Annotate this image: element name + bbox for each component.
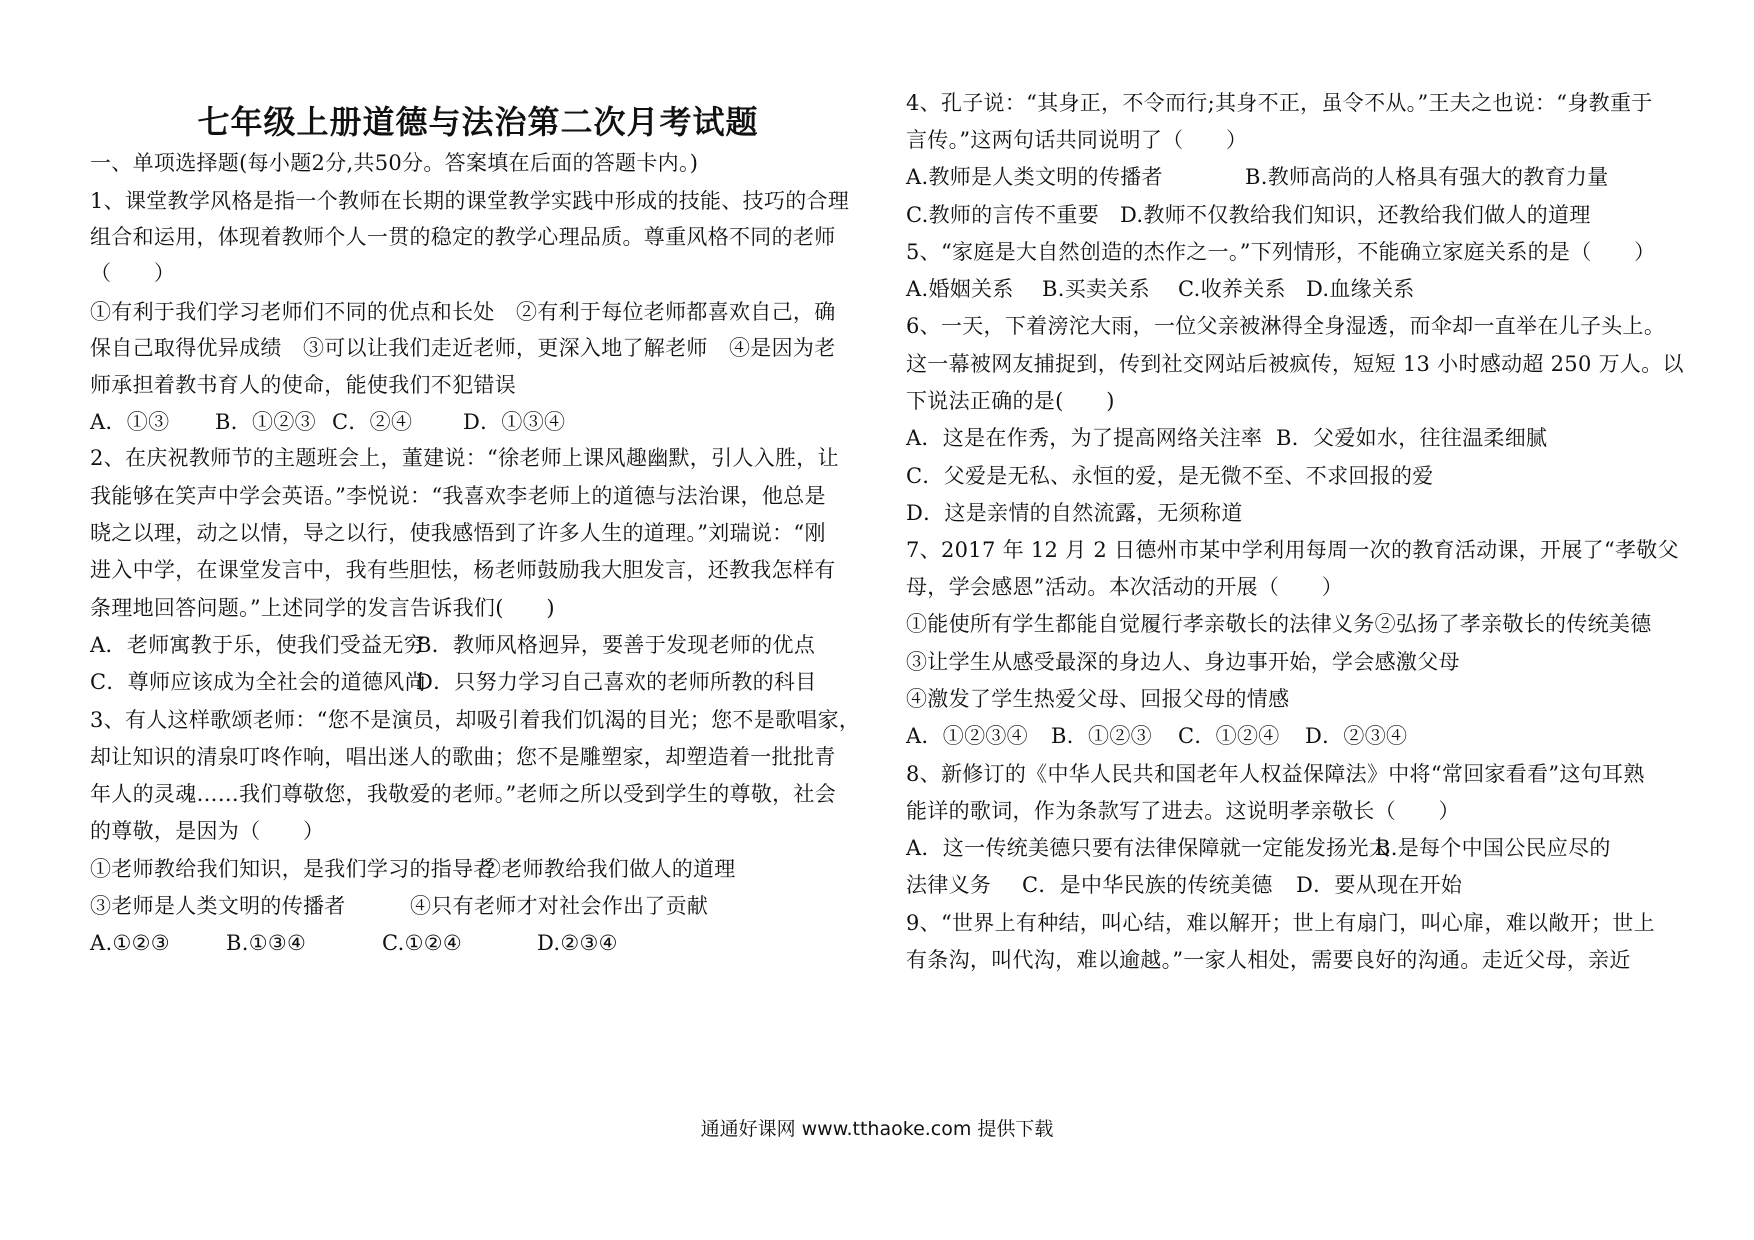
question-text-line: 4、孔子说：“其身正，不令而行;其身不正，虽令不从。”王夫之也说：“身教重于 — [906, 91, 1653, 115]
option-b: B．父爱如水，往往温柔细腻 — [1276, 426, 1548, 450]
option-b: B．教师风格迥异，要善于发现老师的优点 — [416, 633, 816, 657]
question-text-line: 言传。”这两句话共同说明了（ ） — [906, 128, 1248, 152]
option-c: C.收养关系 — [1178, 277, 1286, 301]
section-header: 一、单项选择题(每小题2分,共50分。答案填在后面的答题卡内。) — [90, 151, 699, 175]
option-b: B.买卖关系 — [1042, 277, 1150, 301]
option-c: C．①②④ — [1178, 724, 1280, 748]
question-text-line: 下说法正确的是( ) — [906, 389, 1115, 413]
question-text-line: ①能使所有学生都能自觉履行孝亲敬长的法律义务②弘扬了孝亲敬长的传统美德 — [906, 612, 1652, 636]
question-text-line: 进入中学，在课堂发言中，我有些胆怯，杨老师鼓励我大胆发言，还教我怎样有 — [90, 558, 836, 582]
option-d: D．这是亲情的自然流露，无须称道 — [906, 501, 1243, 525]
option-b: B.教师高尚的人格具有强大的教育力量 — [1245, 165, 1609, 189]
option-a: A．这是在作秀，为了提高网络关注率 — [906, 426, 1263, 450]
option-c: C．②④ — [332, 410, 413, 434]
option-a: A．这一传统美德只要有法律保障就一定能发扬光大 — [906, 836, 1391, 860]
option-a: A．①②③④ — [906, 724, 1028, 748]
footer-credit: 通通好课网 www.tthaoke.com 提供下载 — [700, 1118, 1054, 1140]
option-a: A.教师是人类文明的传播者 — [906, 165, 1163, 189]
question-text-line: 这一幕被网友捕捉到，传到社交网站后被疯传，短短 13 小时感动超 250 万人。以 — [906, 352, 1684, 376]
question-text-line: 有条沟，叫代沟，难以逾越。”一家人相处，需要良好的沟通。走近父母，亲近 — [906, 948, 1631, 972]
option-c: C.教师的言传不重要 — [906, 203, 1099, 227]
question-text-line: 2、在庆祝教师节的主题班会上，董建说：“徐老师上课风趣幽默，引人入胜，让 — [90, 446, 839, 470]
option-a: A．老师寓教于乐，使我们受益无穷 — [90, 633, 425, 657]
question-text-line: 师承担着教书育人的使命，能使我们不犯错误 — [90, 373, 516, 397]
question-text-line: 9、“世界上有种结，叫心结，难以解开；世上有扇门，叫心扉，难以敞开；世上 — [906, 911, 1655, 935]
question-text-line: 保自己取得优异成绩 ③可以让我们走近老师，更深入地了解老师 ④是因为老 — [90, 336, 836, 360]
option-b: B．①②③ — [1051, 724, 1152, 748]
page-title: 七年级上册道德与法治第二次月考试题 — [197, 103, 759, 141]
option-a: A．①③ — [90, 410, 170, 434]
question-text-line: ④激发了学生热爱父母、回报父母的情感 — [906, 687, 1290, 711]
option-b: B.①③④ — [226, 931, 307, 955]
option-c: C.①②④ — [382, 931, 462, 955]
option-c: C．是中华民族的传统美德 — [1022, 873, 1273, 897]
question-text-line: 8、新修订的《中华人民共和国老年人权益保障法》中将“常回家看看”这句耳熟 — [906, 762, 1645, 786]
statement-4: ④只有老师才对社会作出了贡献 — [410, 894, 709, 918]
question-text-line: 晓之以理，动之以情，导之以行，使我感悟到了许多人生的道理。”刘瑞说：“刚 — [90, 521, 826, 545]
option-d: D．①③④ — [463, 410, 566, 434]
option-d: D．②③④ — [1305, 724, 1408, 748]
question-text-line: 组合和运用，体现着教师个人一贯的稳定的教学心理品质。尊重风格不同的老师 — [90, 225, 836, 249]
question-text-line: ①有利于我们学习老师们不同的优点和长处 ②有利于每位老师都喜欢自己，确 — [90, 300, 836, 324]
option-b: B.是每个中国公民应尽的 — [1375, 836, 1611, 860]
question-text-line: ③让学生从感受最深的身边人、身边事开始，学会感激父母 — [906, 650, 1460, 674]
question-text-line: 我能够在笑声中学会英语。”李悦说：“我喜欢李老师上的道德与法治课，他总是 — [90, 484, 826, 508]
option-c: C．尊师应该成为全社会的道德风尚 — [90, 670, 426, 694]
statement-1: ①老师教给我们知识，是我们学习的指导者 — [90, 857, 495, 881]
question-text-line: 7、2017 年 12 月 2 日德州市某中学利用每周一次的教育活动课，开展了“孝敬父 — [906, 538, 1679, 562]
question-text-line: 3、有人这样歌颂老师：“您不是演员，却吸引着我们饥渴的目光；您不是歌唱家， — [90, 708, 861, 732]
option-a: A.①②③ — [90, 931, 170, 955]
option-d: D．只努力学习自己喜欢的老师所教的科目 — [416, 670, 817, 694]
option-a: A.婚姻关系 — [906, 277, 1014, 301]
option-b: B．①②③ — [215, 410, 316, 434]
statement-3: ③老师是人类文明的传播者 — [90, 894, 346, 918]
question-text-line: 1、课堂教学风格是指一个教师在长期的课堂教学实践中形成的技能、技巧的合理 — [90, 189, 850, 213]
question-text-line: （ ） — [90, 261, 176, 285]
option-d: D.②③④ — [537, 931, 618, 955]
question-text-line: 5、“家庭是大自然创造的杰作之一。”下列情形，不能确立家庭关系的是（ ） — [906, 240, 1656, 264]
option-c: C．父爱是无私、永恒的爱，是无微不至、不求回报的爱 — [906, 464, 1434, 488]
statement-2: ②老师教给我们做人的道理 — [480, 857, 736, 881]
option-d: D.教师不仅教给我们知识，还教给我们做人的道理 — [1120, 203, 1591, 227]
question-text-line: 年人的灵魂……我们尊敬您，我敬爱的老师。”老师之所以受到学生的尊敬，社会 — [90, 782, 837, 806]
question-text-line: 6、一天，下着滂沱大雨，一位父亲被淋得全身湿透，而伞却一直举在儿子头上。 — [906, 314, 1666, 338]
question-text-line: 条理地回答问题。”上述同学的发言告诉我们( ) — [90, 596, 555, 620]
option-d: D．要从现在开始 — [1296, 873, 1463, 897]
question-text-line: 的尊敬，是因为（ ） — [90, 819, 325, 843]
question-text-line: 母，学会感恩”活动。本次活动的开展（ ） — [906, 575, 1344, 599]
question-text-line: 能详的歌词，作为条款写了进去。这说明孝亲敬长（ ） — [906, 799, 1460, 823]
question-text-line: 却让知识的清泉叮咚作响，唱出迷人的歌曲；您不是雕塑家，却塑造着一批批青 — [90, 745, 836, 769]
option-d: D.血缘关系 — [1306, 277, 1415, 301]
option-b-continued: 法律义务 — [906, 873, 992, 897]
